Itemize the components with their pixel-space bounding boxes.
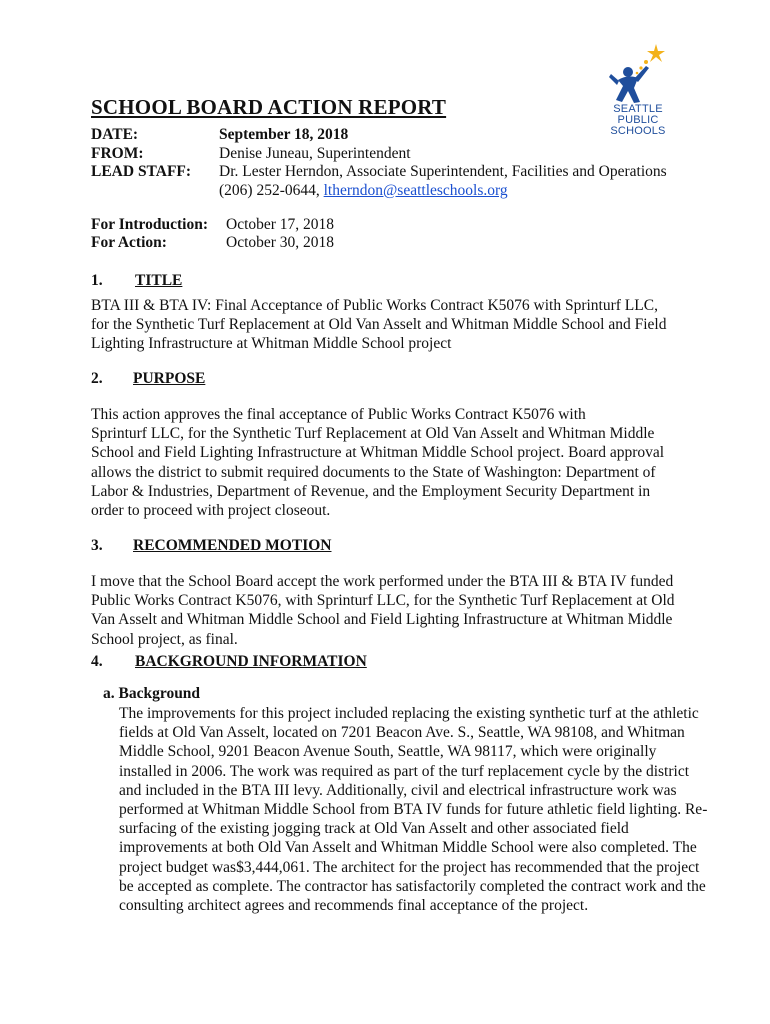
section-label: TITLE	[135, 272, 183, 289]
section-number: 2.	[91, 370, 103, 387]
date-value: September 18, 2018	[219, 126, 349, 143]
section-motion-body: I move that the School Board accept the work performed under the BTA III & BTA IV funded Public Works Contract K5076, with Sprinturf LLC, for the Synthetic Turf Replacement at Old Van Asselt and Whitman Middle School and Field Lighting Infrastructure at Whitman Middle School project, as final.	[91, 573, 675, 648]
date-label: DATE:	[91, 126, 139, 143]
lead-staff-label: LEAD STAFF:	[91, 163, 192, 180]
section-label: PURPOSE	[133, 370, 206, 387]
section-label: BACKGROUND INFORMATION	[135, 653, 367, 670]
introduction-value: October 17, 2018	[226, 216, 335, 233]
action-value: October 30, 2018	[226, 234, 335, 251]
section-number: 3.	[91, 537, 103, 554]
section-label: RECOMMENDED MOTION	[133, 537, 332, 554]
lead-staff-value: Dr. Lester Herndon, Associate Superintendent, Facilities and Operations	[219, 163, 667, 180]
section-number: 4.	[91, 653, 103, 670]
action-label: For Action:	[91, 234, 167, 251]
page-title: SCHOOL BOARD ACTION REPORT	[91, 95, 447, 119]
from-label: FROM:	[91, 145, 144, 162]
lead-email-link[interactable]: ltherndon@seattleschools.org	[323, 182, 508, 199]
seattle-public-schools-logo	[606, 44, 670, 144]
introduction-label: For Introduction:	[91, 216, 208, 233]
background-subheading: a. Background	[103, 685, 201, 702]
section-title-body: BTA III & BTA IV: Final Acceptance of Public Works Contract K5076 with Sprinturf LLC, for the Synthetic Turf Replacement at Old Van Asselt and Whitman Middle School and Field Lighting Infrastructure at Whitman Middle School project	[91, 297, 667, 353]
section-background-body: The improvements for this project included replacing the existing synthetic turf at the athletic fields at Old Van Asselt, located on 7201 Beacon Ave. S., Seattle, WA 98108, and Whitman Middle School, 9201 Beacon Avenue South, Seattle, WA 98117, which were originally installed in 2006. The work was required as part of the turf replacement cycle by the district and included in the BTA III levy. Additionally, civil and electrical infrastructure work was performed at Whitman Middle School from BTA IV funds for future athletic field lighting. Re- surfacing of the existing jogging track at Old Van Asselt and other associated field improvements at both Old Van Asselt and Whitman Middle School were also completed. The project budget was$3,444,061. The architect for the project has recommended that the project be accepted as complete. The contractor has satisfactorily completed the contract work and the consulting architect agrees and recommends final acceptance of the project.	[119, 705, 708, 915]
lead-phone: (206) 252-0644,	[219, 182, 324, 199]
from-value: Denise Juneau, Superintendent	[219, 145, 411, 162]
logo-figure-icon	[606, 44, 670, 106]
section-number: 1.	[91, 272, 103, 289]
section-purpose-body: This action approves the final acceptance of Public Works Contract K5076 with Sprinturf LLC, for the Synthetic Turf Replacement at Old Van Asselt and Whitman Middle School and Field Lighting Infrastructure at Whitman Middle School project. Board approval allows the district to submit required documents to the State of Washington: Department of Labor & Industries, Department of Revenue, and the Employment Security Department in order to proceed with project closeout.	[91, 406, 665, 520]
lead-contact	[219, 181, 508, 200]
logo-wordmark: SEATTLE PUBLIC SCHOOLS	[610, 103, 666, 137]
